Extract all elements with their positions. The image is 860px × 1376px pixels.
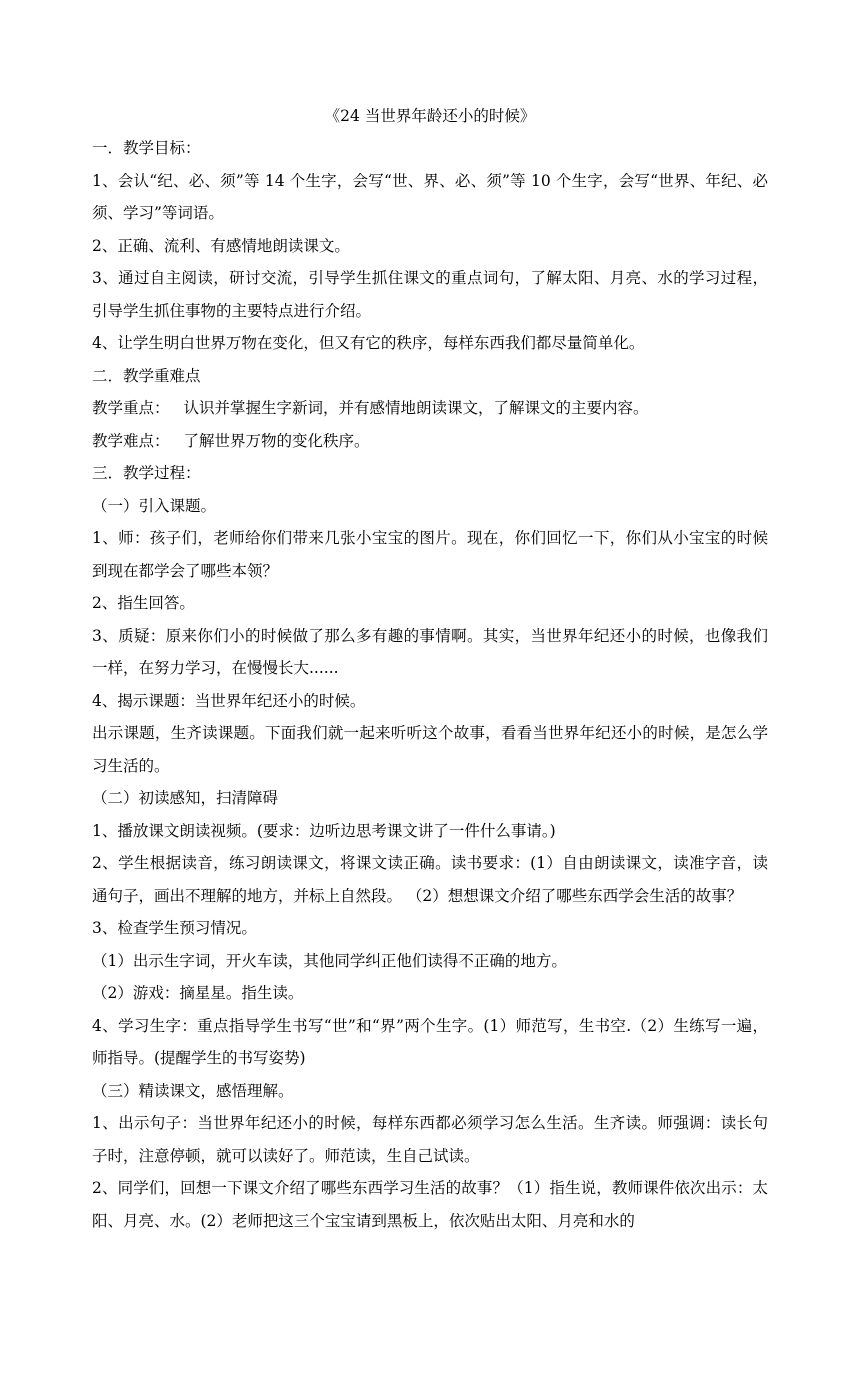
difficulty-text: 了解世界万物的变化秩序。 xyxy=(183,431,370,450)
process-item: 1、播放课文朗读视频。(要求：边听边思考课文讲了一件什么事请。) xyxy=(92,821,556,840)
process-item: 1、师：孩子们，老师给你们带来几张小宝宝的图片。现在，你们回忆一下，你们从小宝宝的时候到现在都学会了哪些本领？ xyxy=(92,529,768,580)
process-item: 4、学习生字：重点指导学生书写“世”和“界”两个生字。(1）师范写，生书空.（2）生练写一遍，师指导。(提醒学生的书写姿势) xyxy=(92,1016,768,1067)
goal-item: 3、通过自主阅读，研讨交流，引导学生抓住课文的重点词句，了解太阳、月亮、水的学习过程，引导学生抓住事物的主要特点进行介绍。 xyxy=(92,269,768,320)
part-heading-intro: （一）引入课题。 xyxy=(92,496,217,515)
section-heading-goals: 一．教学目标： xyxy=(92,139,201,157)
process-item: 2、同学们，回想一下课文介绍了哪些东西学习生活的故事？（1）指生说，教师课件依次出示：太阳、月亮、水。(2）老师把这三个宝宝请到黑板上，依次贴出太阳、月亮和水的 xyxy=(92,1179,768,1230)
difficulty-label: 教学难点： xyxy=(92,431,170,450)
process-item: 3、检查学生预习情况。 xyxy=(92,919,257,937)
process-item: 2、指生回答。 xyxy=(92,594,195,612)
process-item: 3、质疑：原来你们小的时候做了那么多有趣的事情啊。其实，当世界年纪还小的时候，也像我们一样，在努力学习，在慢慢长大...... xyxy=(92,626,768,677)
key-point-line xyxy=(92,392,768,425)
goal-item: 1、会认“纪、必、须”等 14 个生字，会写“世、界、必、须”等 10 个生字，会写“世界、年纪、必须、学习”等词语。 xyxy=(92,171,768,222)
part-heading-first-reading: （二）初读感知，扫清障碍 xyxy=(92,789,279,807)
part-heading-close-reading: （三）精读课文，感悟理解。 xyxy=(92,1081,294,1100)
goal-item: 2、正确、流利、有感情地朗读课文。 xyxy=(92,236,350,255)
difficulty-line xyxy=(92,425,768,458)
section-heading-key-points: 二．教学重难点 xyxy=(92,366,201,385)
process-item: 出示课题，生齐读课题。下面我们就一起来听听这个故事，看看当世界年纪还小的时候，是怎么学习生活的。 xyxy=(92,724,768,775)
process-subitem: （1）出示生字词，开火车读，其他同学纠正他们读得不正确的地方。 xyxy=(92,951,567,970)
document-body xyxy=(92,100,768,1237)
document-title: 《24 当世界年龄还小的时候》 xyxy=(324,107,536,125)
process-item: 1、出示句子：当世界年纪还小的时候，每样东西都必须学习怎么生活。生齐读。师强调：读长句子时，注意停顿，就可以读好了。师范读，生自己试读。 xyxy=(92,1114,768,1165)
goal-item: 4、让学生明白世界万物在变化，但又有它的秩序，每样东西我们都尽量简单化。 xyxy=(92,334,645,352)
key-point-label: 教学重点： xyxy=(92,399,170,417)
process-item: 4、揭示课题：当世界年纪还小的时候。 xyxy=(92,691,366,710)
process-item: 2、学生根据读音，练习朗读课文，将课文读正确。读书要求：(1）自由朗读课文，读准字音，读通句子，画出不理解的地方，并标上自然段。 （2）想想课文介绍了哪些东西学会生活的故事？ xyxy=(92,854,768,905)
key-point-text: 认识并掌握生字新词，并有感情地朗读课文，了解课文的主要内容。 xyxy=(183,399,649,417)
section-heading-process: 三．教学过程： xyxy=(92,464,201,482)
process-subitem: （2）游戏：摘星星。指生读。 xyxy=(92,984,304,1002)
